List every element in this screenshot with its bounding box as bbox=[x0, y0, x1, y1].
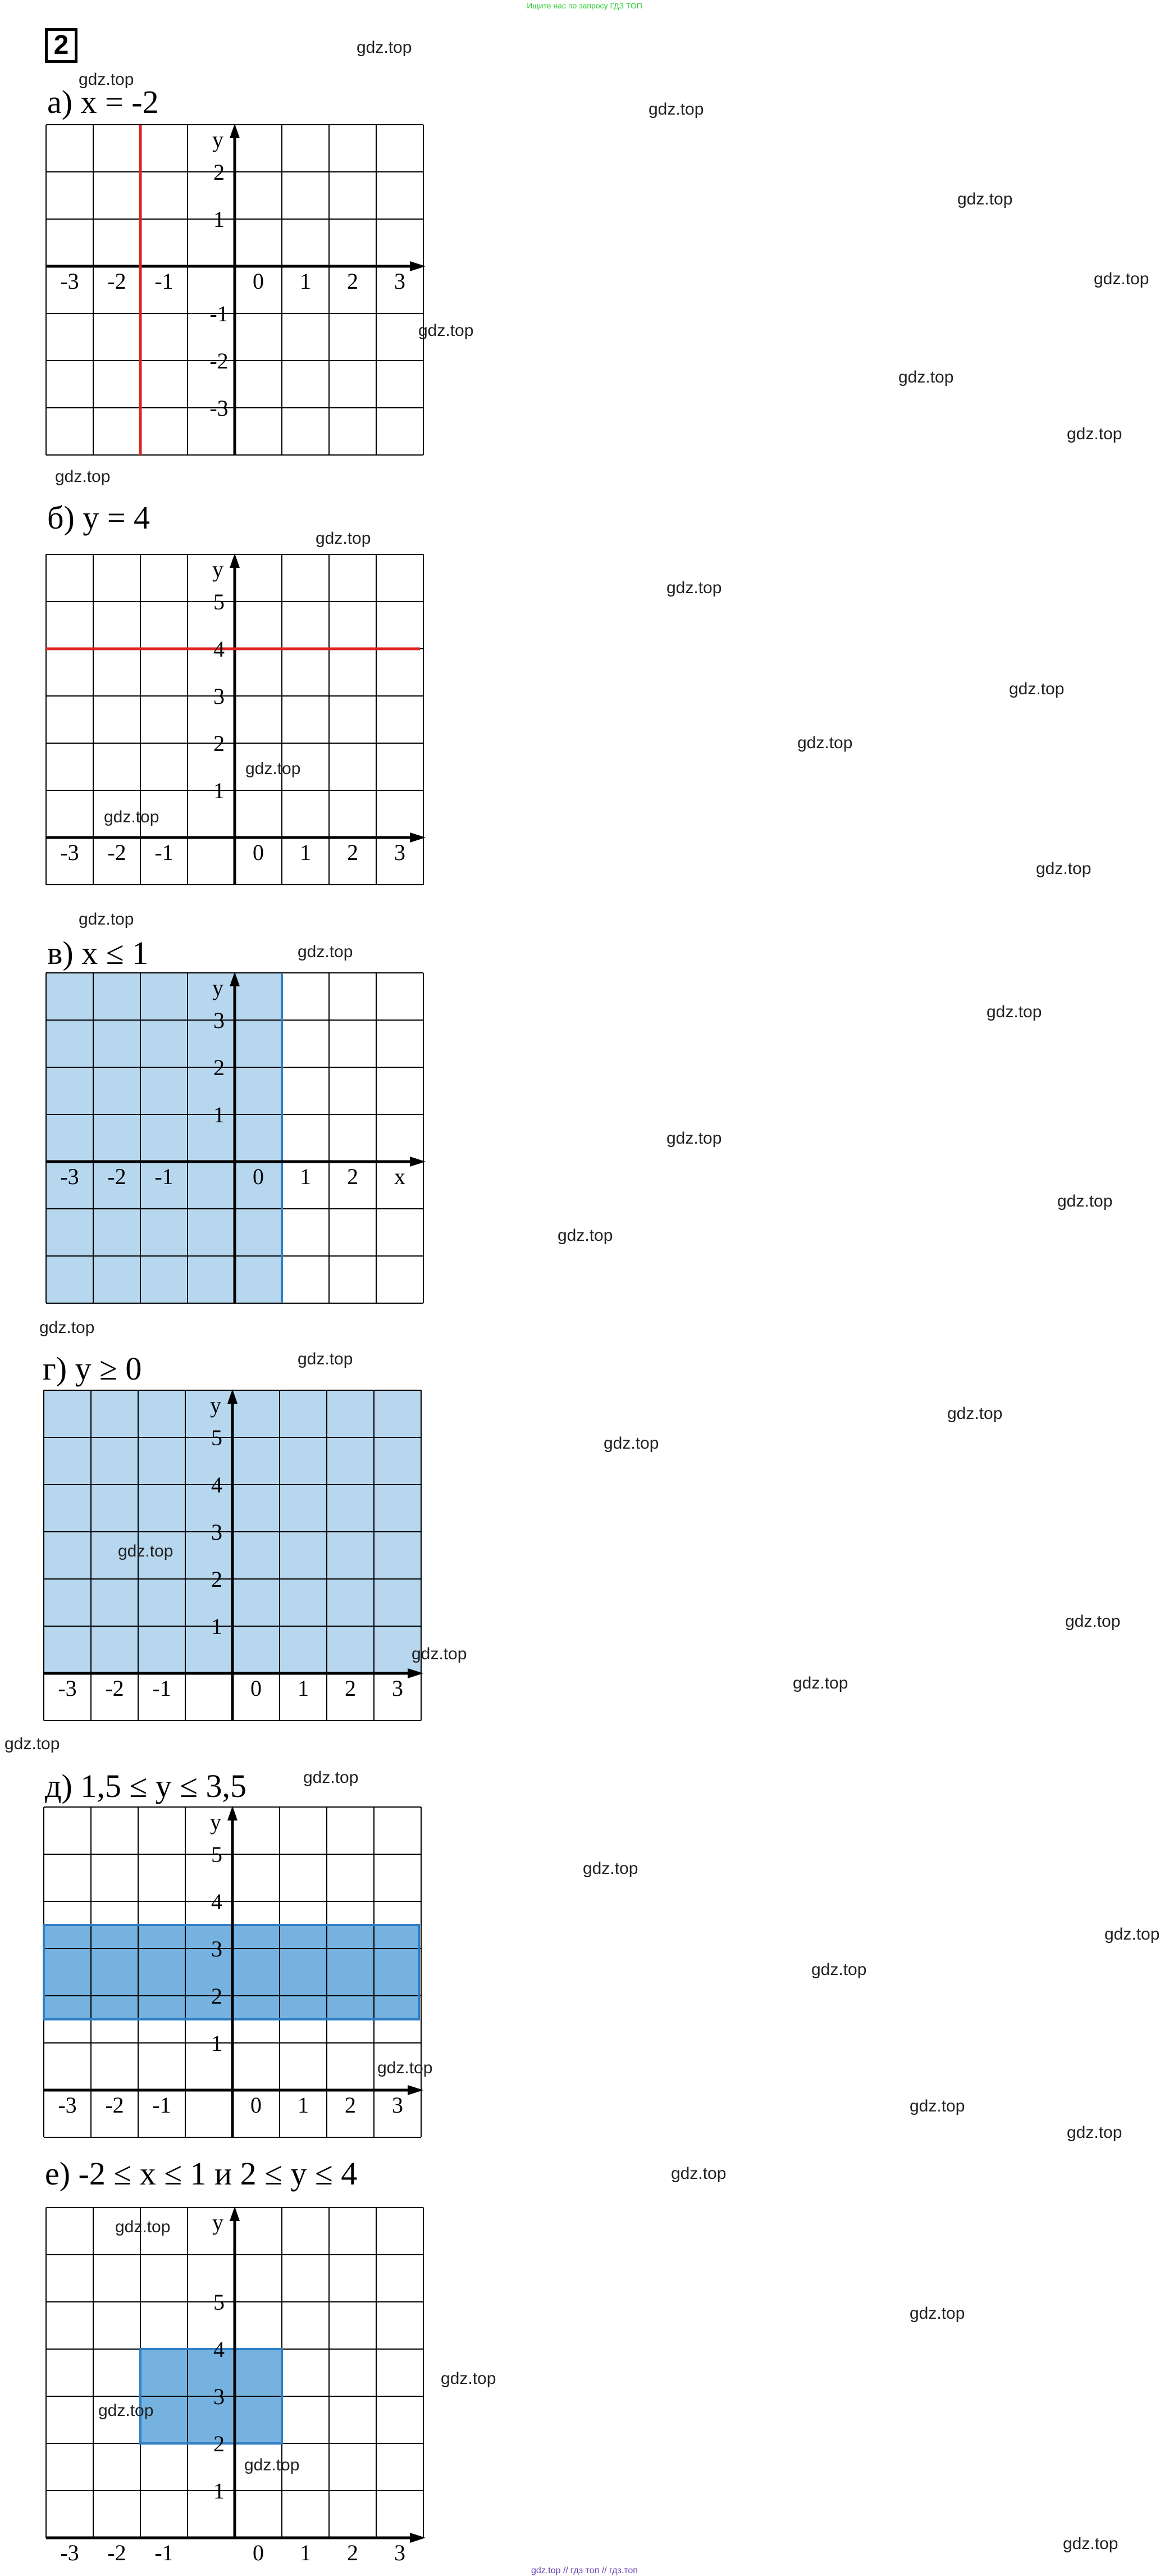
x-tick-label: 2 bbox=[347, 2540, 358, 2565]
watermark: gdz.top bbox=[244, 2456, 300, 2474]
watermark: gdz.top bbox=[583, 1859, 638, 1878]
watermark: gdz.top bbox=[1057, 1192, 1113, 1210]
task-number: 2 bbox=[45, 28, 77, 63]
y-axis-label: y bbox=[212, 557, 223, 582]
y-tick-label: -2 bbox=[209, 348, 229, 374]
graph-f bbox=[45, 2206, 427, 2565]
y-tick-label: 1 bbox=[213, 2478, 225, 2504]
graph-f-label: е) -2 ≤ x ≤ 1 и 2 ≤ y ≤ 4 bbox=[45, 2155, 358, 2192]
x-tick-label: -2 bbox=[107, 2540, 126, 2565]
x-tick-label: -1 bbox=[154, 840, 173, 865]
watermark: gdz.top bbox=[1067, 2123, 1122, 2142]
y-tick-label: 2 bbox=[213, 731, 225, 756]
y-axis-arrow bbox=[230, 553, 240, 568]
watermark: gdz.top bbox=[1063, 2534, 1118, 2553]
watermark: gdz.top bbox=[79, 910, 134, 929]
watermark: gdz.top bbox=[115, 2218, 171, 2236]
x-tick-label: -1 bbox=[154, 268, 173, 294]
x-tick-label: 0 bbox=[253, 268, 264, 294]
bottom-banner: gdz.top // гдз топ // гдз.топ bbox=[531, 2566, 638, 2575]
graph-d bbox=[43, 1389, 424, 1726]
watermark: gdz.top bbox=[418, 321, 474, 340]
watermark: gdz.top bbox=[245, 759, 301, 778]
watermark: gdz.top bbox=[4, 1735, 60, 1753]
x-tick-label: 0 bbox=[250, 2092, 262, 2118]
watermark: gdz.top bbox=[1065, 1612, 1121, 1631]
y-tick-label: -3 bbox=[209, 395, 229, 421]
graph-c bbox=[45, 972, 427, 1309]
x-tick-label: -2 bbox=[105, 1676, 124, 1701]
y-tick-label: 3 bbox=[211, 1936, 222, 1961]
y-axis-arrow bbox=[227, 1806, 238, 1821]
x-tick-label: 2 bbox=[347, 1164, 358, 1189]
watermark: gdz.top bbox=[987, 1003, 1042, 1021]
y-tick-label: 3 bbox=[211, 1519, 222, 1545]
y-tick-label: 3 bbox=[213, 1008, 225, 1033]
watermark: gdz.top bbox=[811, 1960, 867, 1979]
graph-d-label: г) y ≥ 0 bbox=[43, 1350, 142, 1387]
graph-e bbox=[43, 1806, 424, 2143]
watermark: gdz.top bbox=[39, 1318, 95, 1337]
x-tick-label: -3 bbox=[60, 268, 79, 294]
x-tick-label: 3 bbox=[394, 268, 405, 294]
watermark: gdz.top bbox=[104, 808, 159, 826]
x-tick-label: 0 bbox=[253, 840, 264, 865]
y-tick-label: 2 bbox=[213, 160, 225, 185]
x-tick-label: 0 bbox=[253, 1164, 264, 1189]
x-tick-label: 1 bbox=[300, 268, 311, 294]
watermark: gdz.top bbox=[412, 1645, 467, 1663]
watermark: gdz.top bbox=[898, 368, 954, 386]
y-tick-label: 2 bbox=[211, 1567, 222, 1592]
watermark: gdz.top bbox=[79, 70, 134, 89]
x-tick-label: -1 bbox=[152, 1676, 171, 1701]
watermark: gdz.top bbox=[666, 1129, 722, 1148]
watermark: gdz.top bbox=[441, 2369, 496, 2388]
y-tick-label: 1 bbox=[211, 2031, 222, 2056]
watermark: gdz.top bbox=[298, 943, 353, 961]
x-tick-label: -1 bbox=[154, 1164, 173, 1189]
watermark: gdz.top bbox=[1009, 680, 1065, 698]
watermark: gdz.top bbox=[910, 2097, 965, 2115]
x-tick-label: 2 bbox=[345, 1676, 356, 1701]
x-tick-label: -2 bbox=[107, 268, 126, 294]
x-tick-label: 1 bbox=[300, 840, 311, 865]
x-tick-label: -3 bbox=[60, 2540, 79, 2565]
x-tick-label: -3 bbox=[60, 840, 79, 865]
top-banner: Ищите нас по запросу ГДЗ ТОП bbox=[527, 1, 642, 10]
y-tick-label: 1 bbox=[211, 1614, 222, 1639]
x-tick-label: 0 bbox=[250, 1676, 262, 1701]
y-tick-label: 5 bbox=[211, 1425, 222, 1450]
watermark: gdz.top bbox=[947, 1404, 1003, 1423]
graph-b bbox=[45, 553, 427, 890]
x-tick-label: 3 bbox=[394, 2540, 405, 2565]
x-tick-label: 2 bbox=[345, 2092, 356, 2118]
x-tick-label: 3 bbox=[394, 840, 405, 865]
graph-e-label: д) 1,5 ≤ y ≤ 3,5 bbox=[45, 1768, 246, 1804]
y-tick-label: 5 bbox=[213, 589, 225, 615]
x-tick-label: -1 bbox=[154, 2540, 173, 2565]
y-tick-label: 1 bbox=[213, 1102, 225, 1127]
y-tick-label: 2 bbox=[213, 1055, 225, 1080]
graph-c-label: в) x ≤ 1 bbox=[47, 935, 149, 971]
x-tick-label: 1 bbox=[298, 1676, 309, 1701]
x-axis-label: x bbox=[394, 1164, 405, 1189]
y-tick-label: 5 bbox=[213, 2290, 225, 2315]
x-tick-label: 2 bbox=[347, 840, 358, 865]
y-tick-label: -1 bbox=[209, 301, 229, 326]
x-tick-label: 3 bbox=[392, 1676, 403, 1701]
watermark: gdz.top bbox=[316, 529, 371, 548]
watermark: gdz.top bbox=[649, 100, 704, 119]
x-tick-label: -2 bbox=[107, 840, 126, 865]
y-axis-label: y bbox=[212, 127, 223, 152]
watermark: gdz.top bbox=[666, 579, 722, 597]
graph-b-label: б) y = 4 bbox=[47, 499, 150, 536]
watermark: gdz.top bbox=[357, 38, 412, 57]
y-tick-label: 2 bbox=[211, 1983, 222, 2009]
watermark: gdz.top bbox=[1094, 270, 1149, 288]
watermark: gdz.top bbox=[910, 2304, 965, 2323]
x-tick-label: 1 bbox=[300, 1164, 311, 1189]
watermark: gdz.top bbox=[797, 734, 853, 752]
watermark: gdz.top bbox=[1036, 859, 1092, 878]
x-tick-label: 1 bbox=[300, 2540, 311, 2565]
y-tick-label: 4 bbox=[213, 2337, 225, 2362]
y-tick-label: 3 bbox=[213, 684, 225, 709]
watermark: gdz.top bbox=[558, 1226, 613, 1245]
x-tick-label: 2 bbox=[347, 268, 358, 294]
watermark: gdz.top bbox=[1104, 1925, 1160, 1944]
y-axis-label: y bbox=[210, 1392, 221, 1418]
watermark: gdz.top bbox=[55, 467, 111, 486]
watermark: gdz.top bbox=[118, 1542, 173, 1560]
y-axis-label: y bbox=[212, 2210, 223, 2235]
shaded-region bbox=[46, 973, 282, 1303]
y-tick-label: 1 bbox=[213, 778, 225, 803]
y-axis-arrow bbox=[230, 124, 240, 138]
watermark: gdz.top bbox=[1067, 425, 1122, 443]
y-tick-label: 4 bbox=[211, 1472, 222, 1498]
graph-a-label: а) x = -2 bbox=[47, 84, 159, 120]
x-tick-label: -3 bbox=[58, 2092, 77, 2118]
x-tick-label: 0 bbox=[253, 2540, 264, 2565]
y-tick-label: 4 bbox=[211, 1889, 222, 1914]
watermark: gdz.top bbox=[604, 1434, 659, 1453]
y-tick-label: 4 bbox=[213, 636, 225, 662]
y-tick-label: 5 bbox=[211, 1842, 222, 1867]
watermark: gdz.top bbox=[298, 1350, 353, 1368]
y-axis-label: y bbox=[212, 975, 223, 1000]
x-tick-label: -2 bbox=[107, 1164, 126, 1189]
y-tick-label: 3 bbox=[213, 2384, 225, 2409]
watermark: gdz.top bbox=[377, 2059, 433, 2077]
x-tick-label: 1 bbox=[298, 2092, 309, 2118]
watermark: gdz.top bbox=[671, 2164, 727, 2183]
x-tick-label: -2 bbox=[105, 2092, 124, 2118]
x-tick-label: -3 bbox=[60, 1164, 79, 1189]
graph-a bbox=[45, 124, 427, 461]
x-tick-label: -3 bbox=[58, 1676, 77, 1701]
watermark: gdz.top bbox=[98, 2401, 154, 2420]
y-axis-arrow bbox=[230, 2206, 240, 2221]
x-tick-label: 3 bbox=[392, 2092, 403, 2118]
y-tick-label: 2 bbox=[213, 2431, 225, 2456]
y-tick-label: 1 bbox=[213, 207, 225, 232]
watermark: gdz.top bbox=[957, 190, 1013, 208]
watermark: gdz.top bbox=[303, 1768, 359, 1787]
x-tick-label: -1 bbox=[152, 2092, 171, 2118]
y-axis-label: y bbox=[210, 1809, 221, 1835]
watermark: gdz.top bbox=[793, 1674, 848, 1692]
